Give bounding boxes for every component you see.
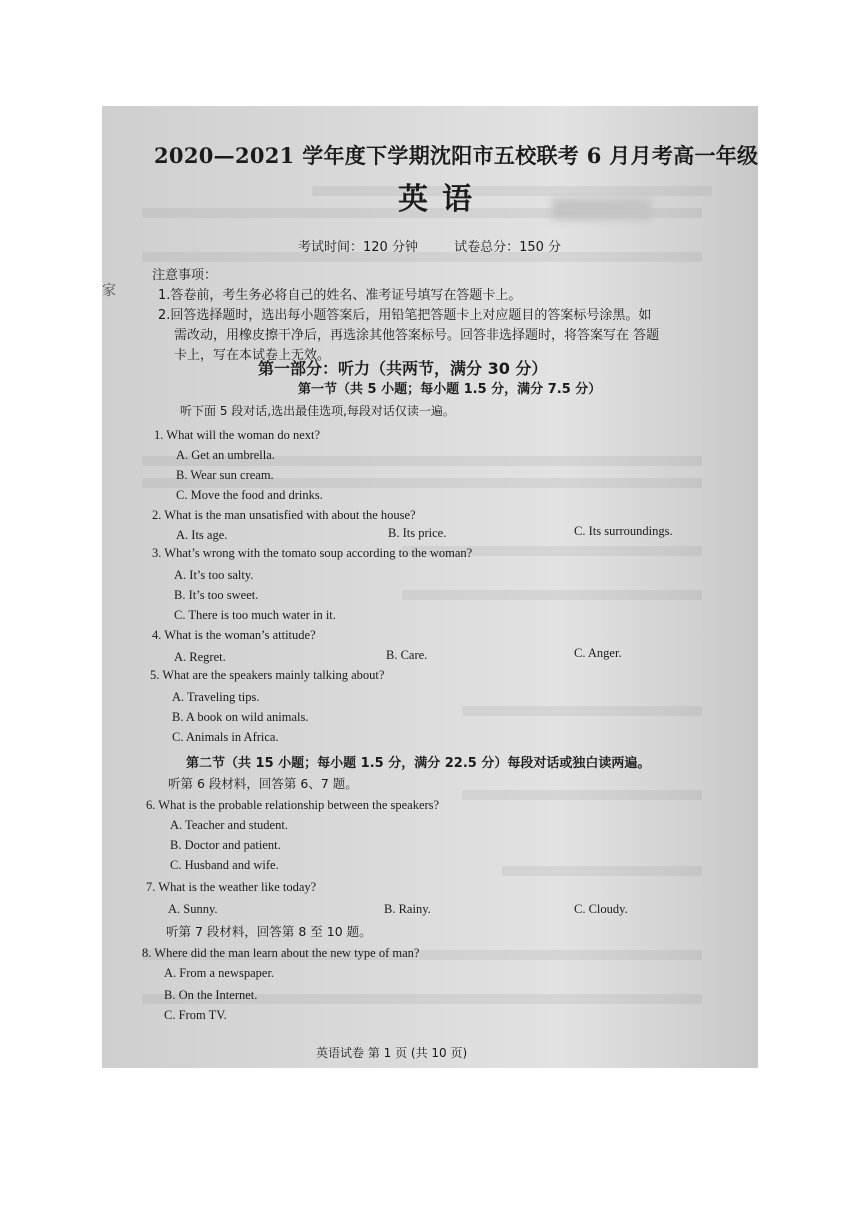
q3-option-b: B. It’s too sweet. <box>174 588 259 602</box>
q8-option-a: A. From a newspaper. <box>164 966 275 980</box>
note-2-line-1: 2.回答选择题时，选出每小题答案后，用铅笔把答题卡上对应题目的答案标号涂黑。如 <box>158 308 652 323</box>
q6-stem: 6. What is the probable relationship between the speakers? <box>146 798 440 812</box>
part1-heading: 第一部分：听力（共两节，满分 30 分） <box>258 359 548 378</box>
q8-option-b: B. On the Internet. <box>164 988 258 1002</box>
q8-stem: 8. Where did the man learn about the new type of man? <box>142 946 420 960</box>
q4-option-c: C. Anger. <box>574 646 622 660</box>
q6-option-a: A. Teacher and student. <box>170 818 288 832</box>
q6-option-b: B. Doctor and patient. <box>170 838 281 852</box>
q2-option-a: A. Its age. <box>176 528 228 542</box>
subject-title: 英语 <box>398 182 486 217</box>
q2-stem: 2. What is the man unsatisfied with about the house? <box>152 508 416 522</box>
exam-title: 2020—2021 学年度下学期沈阳市五校联考 6 月月考高一年级 <box>154 143 759 168</box>
q3-option-c: C. There is too much water in it. <box>174 608 336 622</box>
edge-mark: 家 <box>102 283 116 299</box>
q7-option-c: C. Cloudy. <box>574 902 628 916</box>
q5-option-a: A. Traveling tips. <box>172 690 260 704</box>
note-2-line-2: 需改动，用橡皮擦干净后，再选涂其他答案标号。回答非选择题时，将答案写在 答题 <box>174 328 660 343</box>
q8-option-c: C. From TV. <box>164 1008 227 1022</box>
note-1: 1.答卷前，考生务必将自己的姓名、准考证号填写在答题卡上。 <box>158 288 522 303</box>
q3-option-a: A. It’s too salty. <box>174 568 254 582</box>
q4-option-b: B. Care. <box>386 648 428 662</box>
exam-paper-photo <box>102 106 758 1068</box>
instruction-6-7: 听第 6 段材料，回答第 6、7 题。 <box>168 776 358 791</box>
q3-stem: 3. What’s wrong with the tomato soup according to the woman? <box>152 546 473 560</box>
q7-stem: 7. What is the weather like today? <box>146 880 317 894</box>
q1-option-b: B. Wear sun cream. <box>176 468 274 482</box>
q1-option-c: C. Move the food and drinks. <box>176 488 323 502</box>
instruction-8-10: 听第 7 段材料，回答第 8 至 10 题。 <box>166 924 372 939</box>
section1-instruction: 听下面 5 段对话,选出最佳选项,每段对话仅读一遍。 <box>180 404 455 418</box>
exam-score: 试卷总分：150 分 <box>454 240 562 255</box>
q4-stem: 4. What is the woman’s attitude? <box>152 628 316 642</box>
q7-option-b: B. Rainy. <box>384 902 431 916</box>
q2-option-b: B. Its price. <box>388 526 447 540</box>
page-footer: 英语试卷 第 1 页 (共 10 页) <box>316 1046 468 1060</box>
redacted-area <box>552 198 652 220</box>
q1-stem: 1. What will the woman do next? <box>154 428 321 442</box>
q6-option-c: C. Husband and wife. <box>170 858 279 872</box>
exam-info <box>298 236 593 255</box>
q5-stem: 5. What are the speakers mainly talking about? <box>150 668 385 682</box>
exam-time: 考试时间：120 分钟 <box>298 240 418 255</box>
notes-heading: 注意事项： <box>152 268 218 283</box>
q7-option-a: A. Sunny. <box>168 902 218 916</box>
section1-heading: 第一节（共 5 小题；每小题 1.5 分，满分 7.5 分） <box>298 382 602 397</box>
q1-option-a: A. Get an umbrella. <box>176 448 275 462</box>
note-2-line-3: 卡上，写在本试卷上无效。 <box>174 348 331 363</box>
q4-option-a: A. Regret. <box>174 650 226 664</box>
q5-option-c: C. Animals in Africa. <box>172 730 279 744</box>
section2-heading: 第二节（共 15 小题；每小题 1.5 分，满分 22.5 分）每段对话或独白读两遍。 <box>186 756 651 771</box>
q2-option-c: C. Its surroundings. <box>574 524 673 538</box>
q5-option-b: B. A book on wild animals. <box>172 710 309 724</box>
